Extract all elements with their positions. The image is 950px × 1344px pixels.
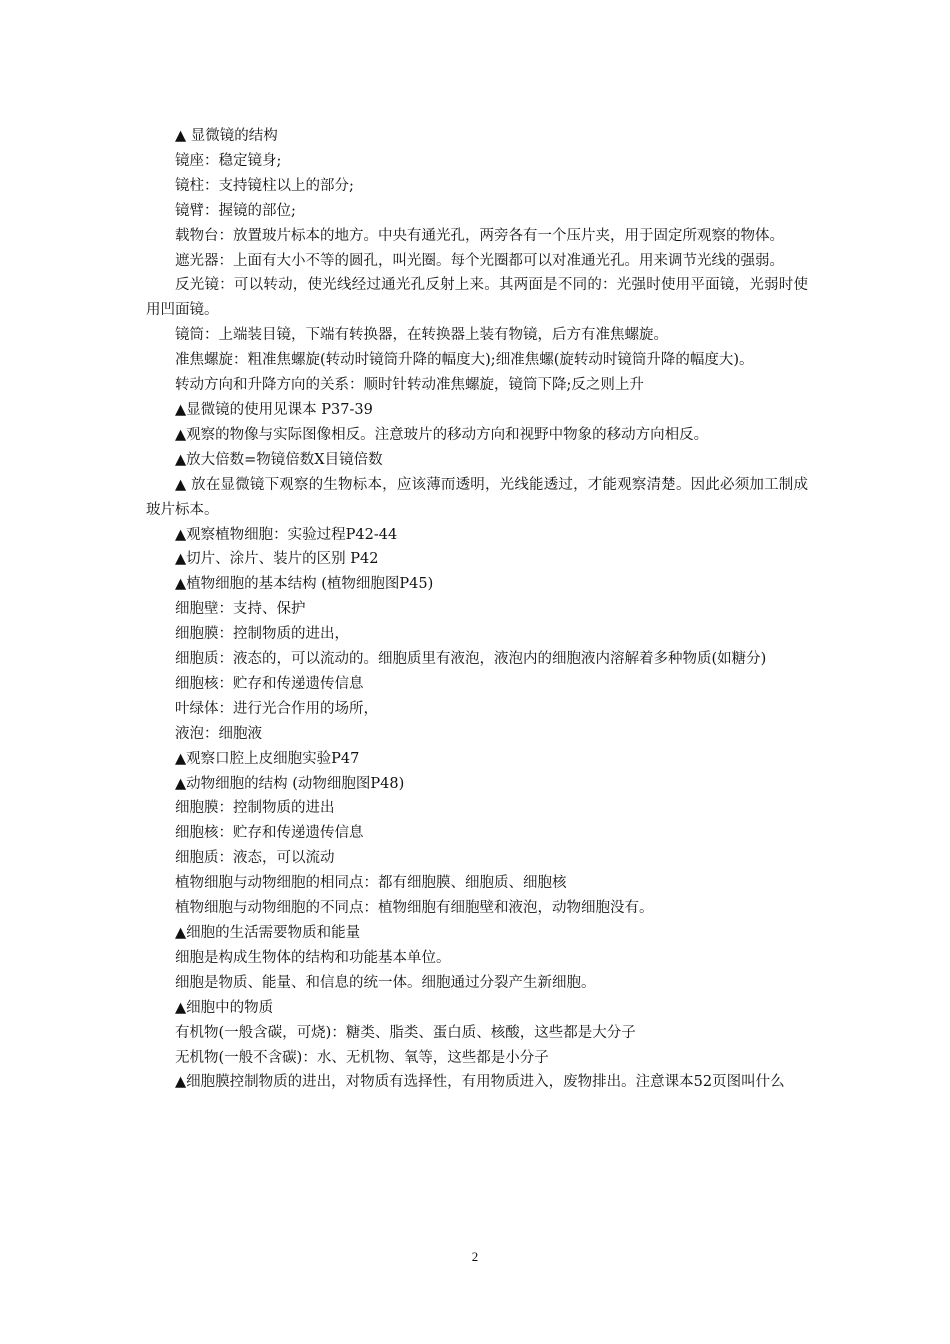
paragraph: ▲显微镜的使用见课本 P37-39	[175, 401, 373, 418]
paragraph: 无机物(一般不含碳)：水、无机物、氧等，这些都是小分子	[175, 1049, 549, 1066]
paragraph: ▲ 放在显微镜下观察的生物标本，应该薄而透明，光线能透过，才能观察清楚。因此必须加工制成玻片标本。	[146, 476, 808, 518]
paragraph: ▲植物细胞的基本结构 (植物细胞图P45)	[175, 576, 434, 593]
paragraph: 载物台：放置玻片标本的地方。中央有通光孔，两旁各有一个压片夹，用于固定所观察的物体。	[175, 227, 784, 244]
paragraph: 镜筒：上端装目镜，下端有转换器，在转换器上装有物镜，后方有准焦螺旋。	[175, 327, 668, 344]
paragraph: 有机物(一般含碳，可烧)：糖类、脂类、蛋白质、核酸，这些都是大分子	[175, 1024, 636, 1041]
paragraph: 细胞质：液态的，可以流动的。细胞质里有液泡，液泡内的细胞液内溶解着多种物质(如糖分)	[175, 651, 767, 668]
paragraph: ▲细胞膜控制物质的进出，对物质有选择性，有用物质进入，废物排出。注意课本52页图叫什么	[175, 1074, 785, 1091]
paragraph: 细胞是构成生物体的结构和功能基本单位。	[175, 949, 451, 966]
paragraph: ▲细胞的生活需要物质和能量	[175, 925, 361, 941]
paragraph: 液泡：细胞液	[175, 725, 262, 742]
paragraph: 细胞质：液态，可以流动	[175, 850, 335, 867]
paragraph: 叶绿体：进行光合作用的场所，	[175, 700, 378, 717]
paragraph: 植物细胞与动物细胞的不同点：植物细胞有细胞壁和液泡，动物细胞没有。	[175, 900, 654, 917]
paragraph: 反光镜：可以转动，使光线经过通光孔反射上来。其两面是不同的：光强时使用平面镜，光弱时使用凹面镜。	[146, 277, 808, 319]
paragraph: 细胞是物质、能量、和信息的统一体。细胞通过分裂产生新细胞。	[175, 974, 596, 991]
paragraph: 镜座：稳定镜身;	[175, 152, 282, 169]
paragraph: 镜柱：支持镜柱以上的部分;	[175, 177, 354, 194]
paragraph: 细胞膜：控制物质的进出	[175, 800, 335, 817]
paragraph: 细胞核：贮存和传递遗传信息	[175, 675, 364, 692]
paragraph: ▲动物细胞的结构 (动物细胞图P48)	[175, 775, 405, 792]
paragraph: 转动方向和升降方向的关系：顺时针转动准焦螺旋，镜筒下降;反之则上升	[175, 377, 644, 394]
paragraph: ▲放大倍数=物镜倍数X目镜倍数	[175, 451, 383, 468]
paragraph: ▲细胞中的物质	[175, 999, 274, 1016]
paragraph: ▲观察植物细胞：实验过程P42-44	[175, 526, 398, 543]
paragraph: 植物细胞与动物细胞的相同点：都有细胞膜、细胞质、细胞核	[175, 875, 567, 892]
page-number: 2	[471, 1249, 479, 1264]
paragraph: 细胞核：贮存和传递遗传信息	[175, 825, 364, 842]
paragraph: 镜臂：握镜的部位;	[175, 202, 296, 219]
document-body	[146, 124, 808, 1095]
paragraph: ▲切片、涂片、装片的区别 P42	[175, 551, 379, 568]
paragraph: 准焦螺旋：粗准焦螺旋(转动时镜筒升降的幅度大);细准焦螺(旋转动时镜筒升降的幅度大)。	[175, 352, 754, 369]
paragraph: 遮光器：上面有大小不等的圆孔，叫光圈。每个光圈都可以对准通光孔。用来调节光线的强弱。	[175, 252, 784, 269]
paragraph: ▲观察口腔上皮细胞实验P47	[175, 750, 360, 767]
paragraph-heading-microscope-structure: ▲ 显微镜的结构	[175, 128, 278, 144]
paragraph: ▲观察的物像与实际图像相反。注意玻片的移动方向和视野中物象的移动方向相反。	[175, 426, 709, 443]
paragraph: 细胞壁：支持、保护	[175, 601, 306, 618]
paragraph: 细胞膜：控制物质的进出，	[175, 626, 349, 643]
